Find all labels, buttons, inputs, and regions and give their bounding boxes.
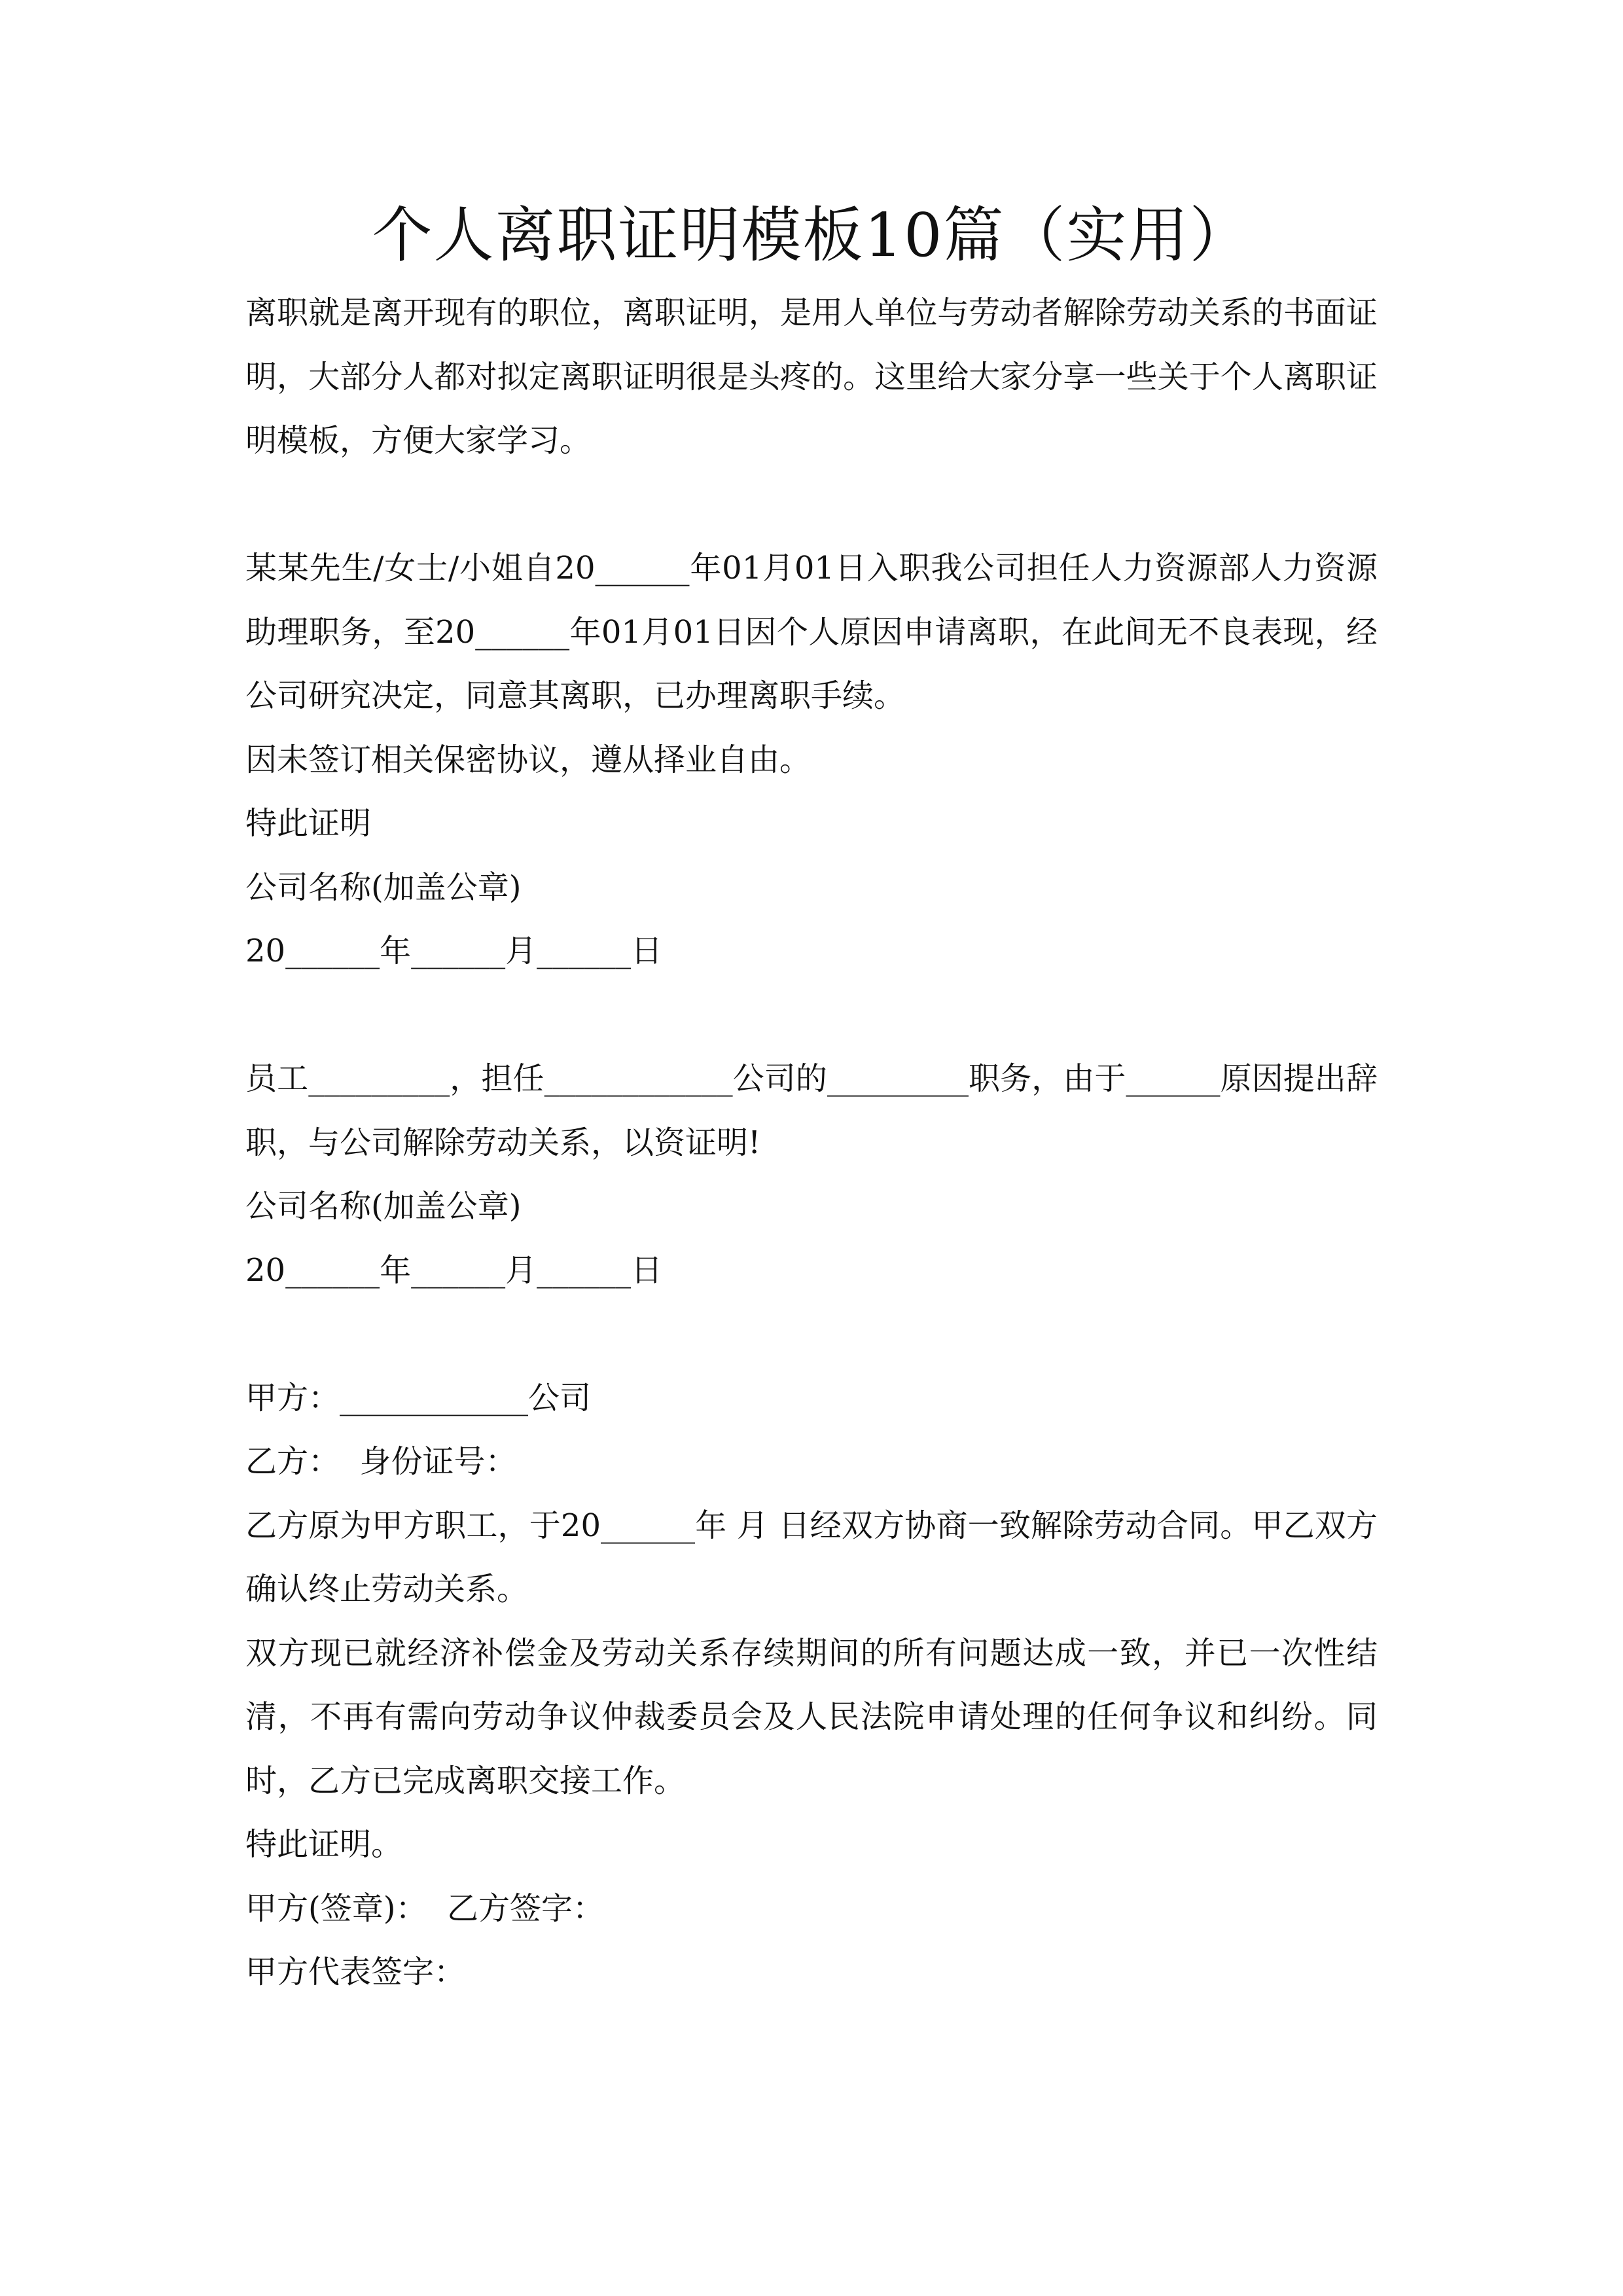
template3-closing: 特此证明。 [245,1826,403,1863]
template1-confidentiality: 因未签订相关保密协议，遵从择业自由。 [245,741,812,778]
template2-body: 员工_________，担任____________公司的_________职务，由于______原因提出辞职，与公司解除劳动关系，以资证明! [245,1060,1378,1161]
template3-party-b: 乙方： 身份证号： [245,1443,517,1480]
section-gap [245,1302,1378,1367]
template3-body1: 乙方原为甲方职工，于20______年 月 日经双方协商一致解除劳动合同。甲乙双方确认终止劳动关系。 [245,1507,1378,1607]
section-gap [245,473,1378,537]
template2-company: 公司名称(加盖公章) [245,1188,522,1225]
template1-closing: 特此证明 [245,805,372,842]
template3-signatures: 甲方(签章)： 乙方签字： [245,1890,604,1927]
template3-representative: 甲方代表签字： [245,1954,466,1990]
document-body [245,281,1378,2005]
template1-body: 某某先生/女士/小姐自20______年01月01日入职我公司担任人力资源部人力资源助理职务，至20______年01月01日因个人原因申请离职，在此间无不良表现，经公司研究决定，同意其离职，已办理离职手续。 [245,550,1378,714]
template1-date: 20______年______月______日 [245,933,663,969]
document-title: 个人离职证明模板10篇（实用） [372,200,1251,270]
intro-paragraph: 离职就是离开现有的职位，离职证明，是用人单位与劳动者解除劳动关系的书面证明，大部分人都对拟定离职证明很是头疼的。这里给大家分享一些关于个人离职证明模板，方便大家学习。 [245,295,1378,459]
section-gap [245,984,1378,1048]
template3-party-a: 甲方：____________公司 [245,1379,592,1416]
template2-date: 20______年______月______日 [245,1251,663,1289]
template1-company: 公司名称(加盖公章) [245,869,522,906]
template3-body2: 双方现已就经济补偿金及劳动关系存续期间的所有问题达成一致，并已一次性结清，不再有需向劳动争议仲裁委员会及人民法院申请处理的任何争议和纠纷。同时，乙方已完成离职交接工作。 [245,1634,1378,1799]
